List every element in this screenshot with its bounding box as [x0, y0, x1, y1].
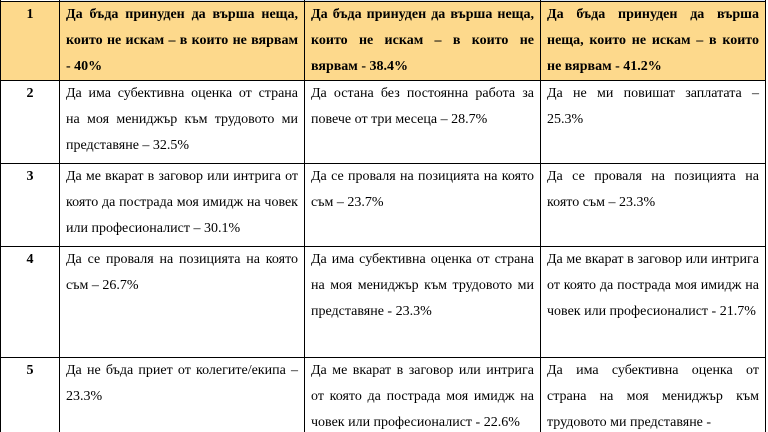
- cell-col2: Да ме вкарат в заговор или интрига от която да пострада моя имидж на човек или професионалист - 22.6%: [305, 358, 541, 432]
- rank-cell: 2: [1, 81, 60, 164]
- cell-col3: Да има субективна оценка от страна на моя мениджър към трудовото ми представяне -: [541, 358, 766, 432]
- table-row: [1, 164, 766, 247]
- cell-col1: Да не бъда приет от колегите/екипа – 23.3%: [60, 358, 305, 432]
- cell-col2: Да бъда принуден да върша неща, които не искам – в които не вярвам - 38.4%: [305, 2, 541, 81]
- cell-col3: Да не ми повишат заплатата – 25.3%: [541, 81, 766, 164]
- cell-col2: Да остана без постоянна работа за повече от три месеца – 28.7%: [305, 81, 541, 164]
- rank-cell: 4: [1, 247, 60, 358]
- cell-col2: Да се проваля на позицията на която съм – 23.7%: [305, 164, 541, 247]
- cell-col1: Да се проваля на позицията на която съм – 26.7%: [60, 247, 305, 358]
- rank-cell: 5: [1, 358, 60, 432]
- cell-col3: Да се проваля на позицията на която съм – 23.3%: [541, 164, 766, 247]
- table-row: [1, 358, 766, 432]
- cell-col3: Да бъда принуден да върша неща, които не искам – в които не вярвам - 41.2%: [541, 2, 766, 81]
- table-row: [1, 81, 766, 164]
- table-row: [1, 247, 766, 358]
- cell-col1: Да ме вкарат в заговор или интрига от която да пострада моя имидж на човек или професионалист – 30.1%: [60, 164, 305, 247]
- cell-col1: Да има субективна оценка от страна на моя мениджър към трудовото ми представяне – 32.5%: [60, 81, 305, 164]
- rank-cell: 3: [1, 164, 60, 247]
- table-row: [1, 2, 766, 81]
- cell-col2: Да има субективна оценка от страна на моя мениджър към трудовото ми представяне - 23.3%: [305, 247, 541, 358]
- cell-col1: Да бъда принуден да върша неща, които не искам – в които не вярвам - 40%: [60, 2, 305, 81]
- cell-col3: Да ме вкарат в заговор или интрига от която да пострада моя имидж на човек или професионалист - 21.7%: [541, 247, 766, 358]
- rank-cell: 1: [1, 2, 60, 81]
